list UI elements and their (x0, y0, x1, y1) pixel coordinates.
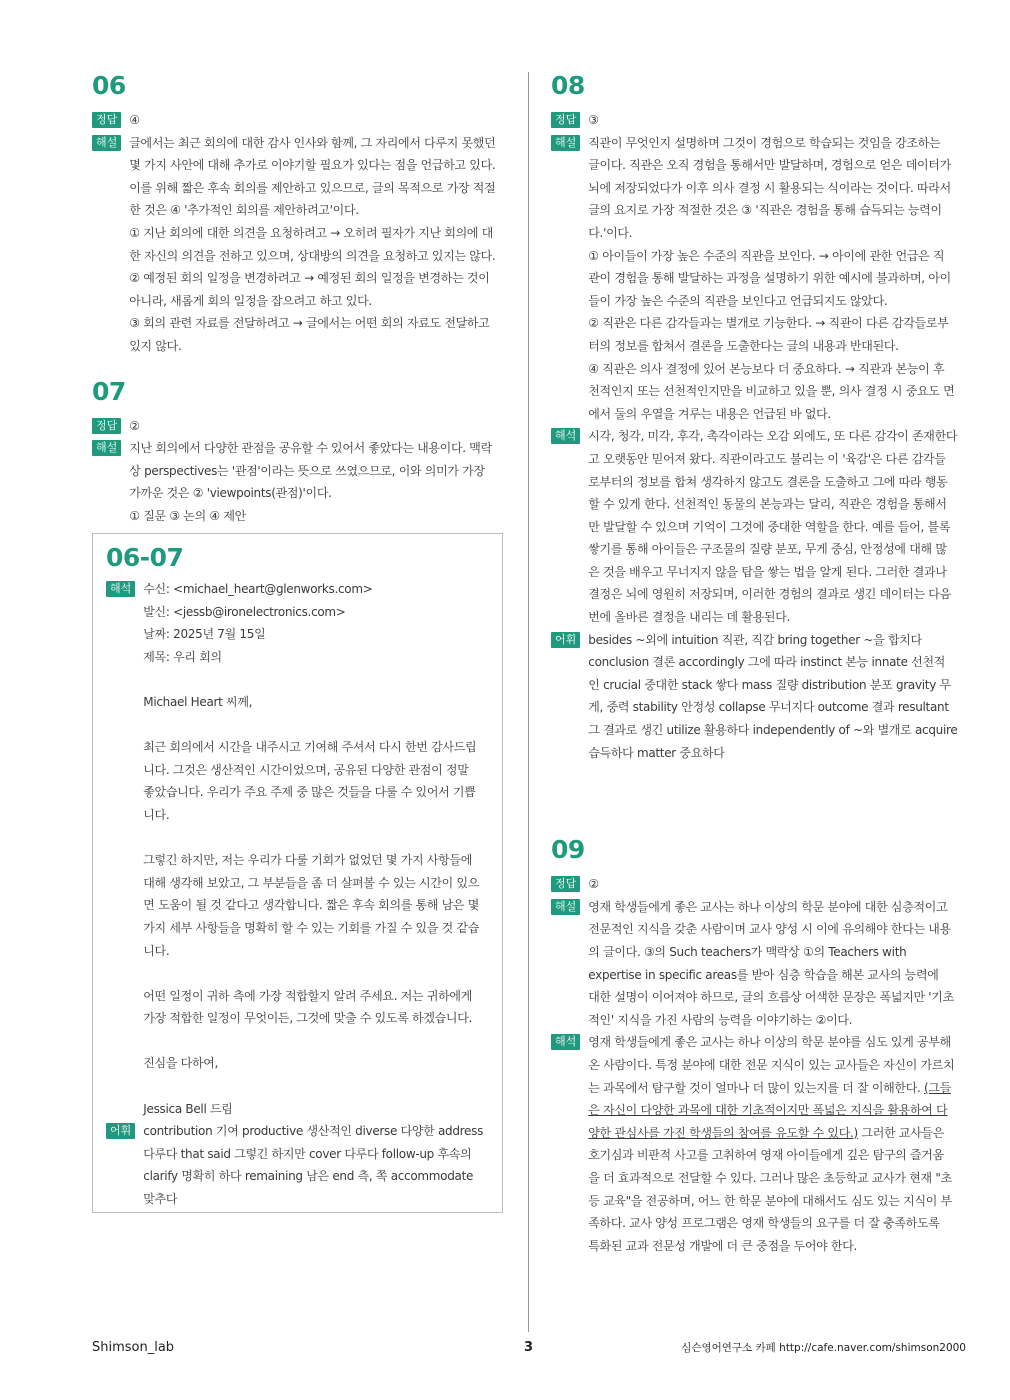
text-line: 시각, 청각, 미각, 후각, 촉각이라는 오감 외에도, 또 다른 감각이 존재한다 (588, 429, 958, 444)
column-divider (528, 72, 529, 1332)
translation-row (551, 1031, 967, 1257)
underlined-text: (그들 (924, 1080, 952, 1095)
text-line: 다루다 that said 그렇긴 하지만 cover 다루다 follow-up 후속의 (143, 1146, 472, 1161)
text-span: 는 과목에서 탐구할 것이 얼마나 더 많이 있는지를 더 잘 이해한다. (588, 1080, 921, 1095)
answer-tag: 정답 (551, 876, 580, 892)
text-line: 온 사람이다. 특정 분야에 대한 전문 지식이 있는 교사들은 자신이 가르치 (588, 1057, 955, 1072)
blank-line (143, 1075, 490, 1098)
text-line: 영재 학생들에게 좋은 교사는 하나 이상의 학문 분야에 대한 심층적이고 (588, 899, 948, 914)
underlined-text: 은 자신이 다양한 과목에 대한 기초적이지만 폭넓은 지식을 활용하여 다 (588, 1103, 948, 1118)
text-line: ④ 직관은 의사 결정에 있어 본능보다 더 중요하다. → 직관과 본능이 후 (588, 361, 945, 376)
explanation-text (588, 132, 967, 426)
footer-cafe-link[interactable]: 심슨영어연구소 카페 http://cafe.naver.com/shimson2000 (681, 1342, 966, 1354)
text-line: 특화된 교과 전문성 개발에 더 큰 중점을 두어야 한다. (588, 1238, 858, 1253)
underlined-text: 양한 관심사를 가진 학생들의 참여를 유도할 수 있다.) (588, 1125, 858, 1140)
text-line: 글의 요지로 가장 적절한 것은 ③ '직관은 경험을 통해 습득되는 능력이 (588, 203, 942, 218)
text-line: 관이 경험을 통해 발달하는 과정을 설명하기 위한 예시에 불과하며, 아이 (588, 271, 951, 286)
question-number: 07 (92, 376, 126, 406)
answer-row (92, 415, 507, 438)
text-line: 니다. (143, 943, 170, 958)
text-line: 들이 가장 높은 수준의 직관을 보인다고 언급되지도 않았다. (588, 293, 888, 308)
question-number: 08 (551, 71, 585, 100)
translation-text (588, 1031, 967, 1257)
text-line: 대한 설명이 이어져야 하므로, 글의 흐름상 어색한 문장은 폭넓지만 '기초 (588, 990, 954, 1005)
text-line: 그렇긴 하지만, 저는 우리가 다룰 기회가 없었던 몇 가지 사항들에 (143, 853, 473, 868)
text-line (588, 1099, 967, 1122)
text-line: Michael Heart 씨께, (143, 694, 253, 709)
blank-line (143, 962, 490, 985)
translation-tag: 해석 (551, 1034, 580, 1050)
answer-row (551, 109, 967, 132)
explanation-row (92, 437, 507, 527)
explanation-tag: 해설 (92, 440, 121, 456)
answer-value: ③ (588, 113, 599, 127)
text-line: 직관이 무엇인지 설명하며 그것이 경험으로 학습되는 것임을 강조하는 (588, 135, 941, 150)
question-07 (92, 376, 507, 528)
text-line: 한 자신의 의견을 전하고 있으며, 상대방의 의견을 요청하고 있지는 않다. (129, 248, 496, 263)
text-line: 터의 정보를 합쳐서 결론을 도출한다는 글의 내용과 반대된다. (588, 338, 899, 353)
text-line: 아니라, 새롭게 회의 일정을 잡으려고 하고 있다. (129, 293, 372, 308)
text-line: 날짜: 2025년 7월 15일 (143, 627, 266, 642)
explanation-text (588, 896, 967, 1032)
left-column (92, 70, 507, 528)
text-line: 그 결과로 생긴 utilize 활용하다 independently of ~와 별개로 acquire (588, 723, 958, 738)
text-line: 뇌에 저장되었다가 이후 의사 결정 시 활용되는 식이라는 것이다. 따라서 (588, 180, 951, 195)
text-line: 은 것을 배우고 무너지지 않을 탑을 쌓는 법을 알게 된다. 그러한 결과나 (588, 564, 947, 579)
explanation-tag: 해설 (551, 899, 580, 915)
text-line: 발신: <jessb@ironelectronics.com> (143, 604, 346, 619)
text-line: contribution 기여 productive 생산적인 diverse 다양한 address (143, 1124, 484, 1139)
text-line: 의 글이다. ③의 Such teachers가 맥락상 ①의 Teachers with (588, 945, 907, 959)
text-line: 전문적인 지식을 갖춘 사람이며 교사 양성 시 이에 유의해야 한다는 내용 (588, 922, 951, 937)
explanation-row (551, 896, 967, 1032)
text-line: 진심을 다하여, (143, 1056, 219, 1071)
answer-row (551, 873, 967, 896)
question-number: 09 (551, 835, 585, 865)
blank-line (143, 668, 490, 691)
answer-value: ② (129, 418, 140, 433)
vocabulary-tag: 어휘 (106, 1123, 135, 1139)
answer-value: ② (588, 877, 599, 892)
text-line: 번에 올바른 결정을 내리는 데 활용된다. (588, 610, 791, 625)
text-line: 몇 가지 사안에 대해 추가로 이야기할 필요가 있다는 점을 언급하고 있다. (129, 158, 496, 173)
text-line (588, 1077, 967, 1100)
text-line: clarify 명확히 하다 remaining 남은 end 측, 쪽 accommodate (143, 1169, 474, 1184)
text-line: ① 지난 회의에 대한 의견을 요청하려고 → 오히려 필자가 지난 회의에 대 (129, 225, 494, 240)
text-line: 한 것은 ④ '추가적인 회의를 제안하려고'이다. (129, 203, 359, 218)
text-line: 호기심과 비판적 사고를 고취하여 영재 아이들에게 깊은 탐구의 즐거움 (588, 1148, 944, 1163)
text-line: ② 직관은 다른 감각들과는 별개로 기능한다. → 직관이 다른 감각들로부 (588, 316, 949, 331)
text-line: 가지 세부 사항들을 명확히 할 수 있는 기회를 가질 수 있을 것 같습 (143, 920, 480, 935)
translation-text (588, 425, 967, 628)
vocabulary-row (106, 1120, 490, 1210)
passage-box-06-07 (92, 533, 503, 1213)
text-line: 적인' 지식을 가진 사람의 능력을 이야기하는 ②이다. (588, 1012, 853, 1027)
text-line: 니다. 그것은 생산적인 시간이었으며, 공유된 다양한 관점이 정말 (143, 762, 469, 777)
text-line: 로부터의 정보를 합쳐 생각하지 않고도 결론을 도출하고 그에 따라 행동 (588, 474, 948, 489)
text-line: 쌓기를 통해 아이들은 구조물의 질량 분포, 무게 중심, 안정성에 대해 많 (588, 542, 947, 557)
blank-line (143, 1030, 490, 1053)
text-line: 등 교육"을 전공하며, 어느 한 학문 분야에 대해서도 심도 있는 지식이 부 (588, 1193, 952, 1208)
text-line: 글이다. 직관은 오직 경험을 통해서만 발달하며, 경험으로 얻은 데이터가 (588, 158, 951, 173)
translation-tag: 해석 (106, 581, 135, 597)
explanation-tag: 해설 (92, 135, 121, 151)
text-line: 다.'이다. (588, 225, 633, 240)
question-number: 06 (92, 71, 126, 100)
answer-row (92, 109, 507, 132)
text-line: 인 crucial 중대한 stack 쌓다 mass 질량 distribution 분포 gravity 무 (588, 677, 951, 692)
email-translation (143, 578, 490, 1120)
text-line: 족하다. 교사 양성 프로그램은 영재 학생들의 요구를 더 잘 충족하도록 (588, 1216, 940, 1231)
text-line: expertise in specific areas를 받아 심층 학습을 해본 교사의 능력에 (588, 967, 939, 982)
text-line: 할 수 있게 한다. 선천적인 동물의 본능과는 달리, 직관은 경험을 통해서 (588, 497, 947, 512)
right-column (551, 70, 967, 1257)
text-line: Jessica Bell 드림 (143, 1101, 233, 1116)
question-09 (551, 834, 967, 1257)
question-number: 06-07 (106, 543, 184, 572)
text-line: 을 더 효과적으로 전달할 수 있다. 그러나 많은 초등학교 교사가 현재 "초 (588, 1170, 952, 1185)
text-line: 대해 생각해 보았고, 그 부분들을 좀 더 살펴볼 수 있는 시간이 있으 (143, 875, 480, 890)
text-line: conclusion 결론 accordingly 그에 따라 instinct 본능 innate 선천적 (588, 655, 946, 670)
text-line (588, 1122, 967, 1145)
explanation-row (92, 132, 507, 358)
text-line: 가장 적합한 일정이 무엇이든, 그것에 맞출 수 있도록 하겠습니다. (143, 1011, 473, 1026)
text-line: 니다. (143, 807, 170, 822)
text-line: 수신: <michael_heart@glenworks.com> (143, 582, 373, 596)
question-06 (92, 70, 507, 358)
vocabulary-row (551, 629, 967, 765)
explanation-row (551, 132, 967, 426)
text-line: 지난 회의에서 다양한 관점을 공유할 수 있어서 좋았다는 내용이다. 맥락 (129, 441, 492, 456)
text-line: 좋았습니다. 우리가 주요 주제 중 많은 것들을 다룰 수 있어서 기쁩 (143, 785, 476, 800)
text-line: 결정은 뇌에 영원히 저장되며, 이러한 경험의 결과로 생긴 데이터는 다음 (588, 587, 951, 602)
footer-brand: Shimson_lab (92, 1340, 175, 1355)
text-line: 최근 회의에서 시간을 내주시고 기여해 주셔서 다시 한번 감사드립 (143, 740, 477, 755)
blank-line (143, 714, 490, 737)
text-line: 글에서는 최근 회의에 대한 감사 인사와 함께, 그 자리에서 다루지 못했던 (129, 135, 496, 150)
text-line: 에서 둘의 우열을 겨루는 내용은 언급된 바 없다. (588, 406, 831, 421)
text-line: 있지 않다. (129, 338, 182, 353)
answer-tag: 정답 (92, 418, 121, 434)
text-line: 맞추다 (143, 1192, 178, 1207)
answer-value: ④ (129, 113, 140, 127)
text-line: ① 아이들이 가장 높은 수준의 직관을 보인다. → 아이에 관한 언급은 직 (588, 248, 945, 263)
text-line: ③ 회의 관련 자료를 전달하려고 → 글에서는 어떤 회의 자료도 전달하고 (129, 316, 490, 331)
text-line: 이를 위해 짧은 후속 회의를 제안하고 있으므로, 글의 목적으로 가장 적절 (129, 180, 496, 195)
text-line: 제목: 우리 회의 (143, 649, 222, 664)
explanation-text (129, 132, 507, 358)
text-line: 게, 중력 stability 안정성 collapse 무너지다 outcome 결과 resultant (588, 700, 949, 715)
explanation-tag: 해설 (551, 135, 580, 151)
vocabulary-tag: 어휘 (551, 632, 580, 648)
question-08 (551, 70, 967, 764)
vocabulary-text (588, 629, 967, 765)
text-line: 천적인지 또는 선천적인지만을 비교하고 있을 뿐, 의사 결정 시 중요도 면 (588, 384, 955, 399)
text-line: 가까운 것은 ② 'viewpoints(관점)'이다. (129, 486, 332, 501)
text-span: 그러한 교사들은 (857, 1125, 944, 1140)
text-line: 습득하다 matter 중요하다 (588, 745, 725, 760)
translation-row (106, 578, 490, 1120)
text-line: 면 도움이 될 것 같다고 생각합니다. 짧은 후속 회의를 통해 남은 몇 (143, 898, 480, 913)
text-line: ② 예정된 회의 일정을 변경하려고 → 예정된 회의 일정을 변경하는 것이 (129, 271, 490, 286)
text-line: 영재 학생들에게 좋은 교사는 하나 이상의 학문 분야를 심도 있게 공부해 (588, 1035, 951, 1050)
translation-tag: 해석 (551, 428, 580, 444)
answer-tag: 정답 (551, 112, 580, 128)
text-line: besides ~외에 intuition 직관, 직감 bring together ~을 합치다 (588, 632, 922, 647)
translation-row (551, 425, 967, 628)
text-line: 상 perspectives는 '관점'이라는 뜻으로 쓰였으므로, 이와 의미가 가장 (129, 463, 485, 478)
page-number: 3 (524, 1340, 534, 1355)
vocabulary-text (143, 1120, 490, 1210)
text-line: 어떤 일정이 귀하 측에 가장 적합할지 알려 주세요. 저는 귀하에게 (143, 988, 473, 1003)
blank-line (143, 827, 490, 850)
text-line: 고 오랫동안 믿어져 왔다. 직관이라고도 불리는 이 '육감'은 다른 감각들 (588, 451, 946, 466)
explanation-text (129, 437, 507, 527)
text-line: ① 질문 ③ 논의 ④ 제안 (129, 508, 246, 523)
answer-tag: 정답 (92, 112, 121, 128)
text-line: 만 발달할 수 있으며 기억이 그것에 중대한 역할을 한다. 예를 들어, 블록 (588, 519, 951, 534)
